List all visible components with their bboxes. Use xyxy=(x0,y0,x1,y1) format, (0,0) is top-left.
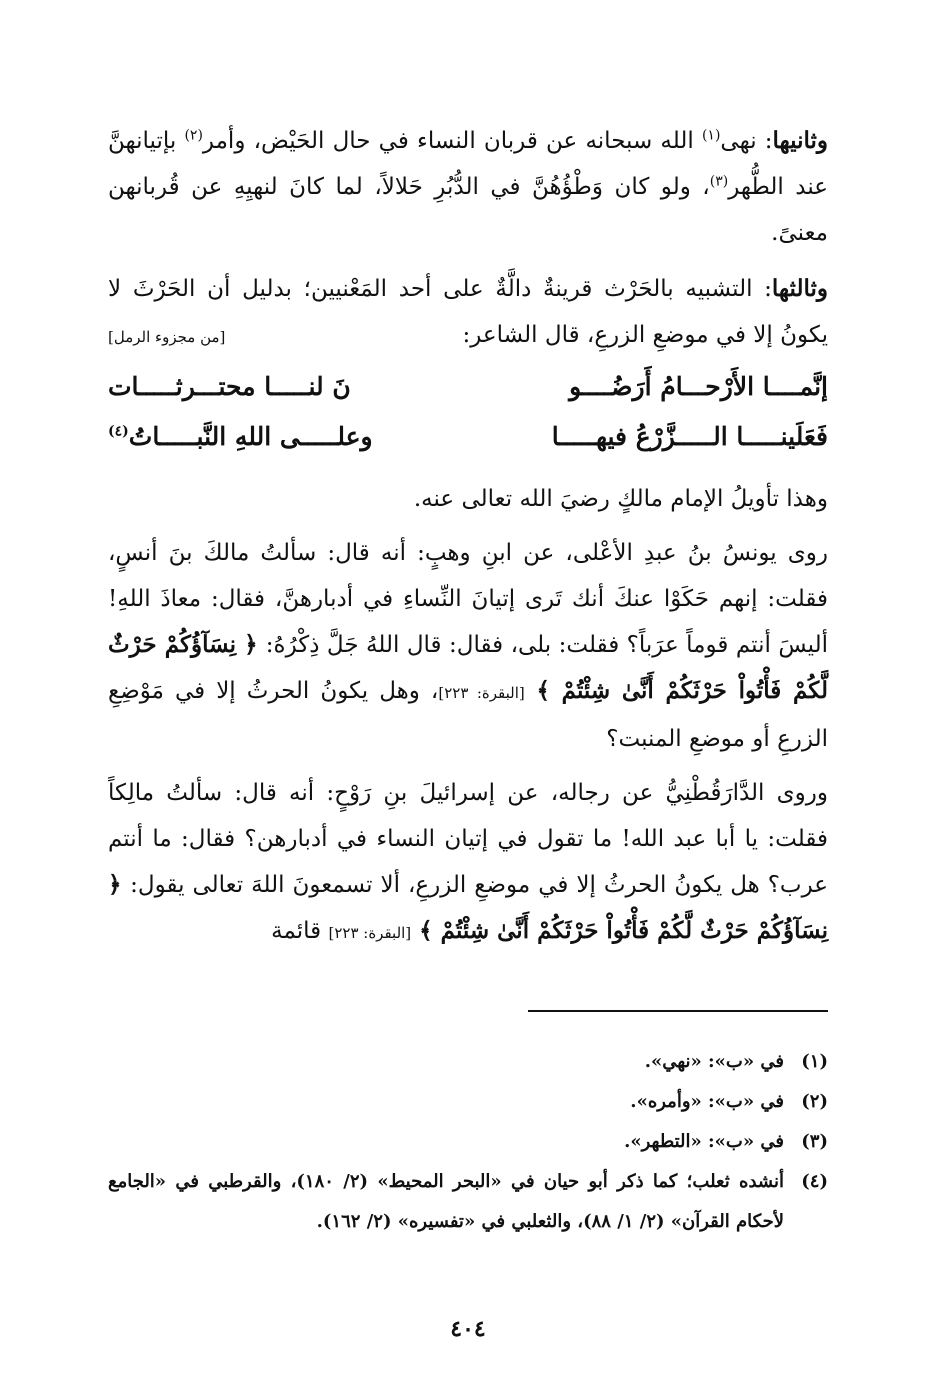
poem-second-hemistich: نَ لنـــــا محتـــرثـــــات xyxy=(108,372,351,401)
footnote-separator xyxy=(528,1010,828,1012)
footnotes xyxy=(108,1042,828,1242)
quran-reference: [البقرة: ٢٢٣] xyxy=(438,684,525,702)
poem-meter-label: [من مجزوء الرمل] xyxy=(108,328,226,346)
page-body xyxy=(108,118,829,1342)
paragraph-yunus-narration xyxy=(108,530,828,762)
page-number: ٤٠٤ xyxy=(450,1316,486,1342)
paragraph-text: بإتيانهنَّ عند الطُّهر xyxy=(108,128,828,200)
paragraph-text: : التشبيه بالحَرْث قرينةٌ دالَّةٌ على أحد المَعْنيين؛ بدليل أن الحَرْثَ لا يكونُ إلا في موضعِ الزرعِ، قال الشاعر: xyxy=(108,276,828,348)
footnote-item xyxy=(108,1082,828,1122)
footnote-marker[interactable]: (٤) xyxy=(108,423,129,440)
paragraph-text: ، وهل يكونُ الحرثُ إلا في مَوْضِعِ الزرعِ أو موضعِ المنبت؟ xyxy=(108,678,828,752)
footnote-marker[interactable]: (٣) xyxy=(709,173,729,190)
paragraph-text: ، ولو كان وَطْؤُهُنَّ في الدُّبُرِ حَلالاً، لما كانَ لنهيِهِ عن قُربانهن معنىً. xyxy=(108,174,828,246)
poem-verses xyxy=(108,362,828,462)
footnote-marker[interactable]: (٢) xyxy=(184,127,203,144)
quran-verse: ﴿ نِسَآؤُكُمْ حَرْثٌ لَّكُمْ فَأْتُواْ حَرْثَكُمْ أَنَّىٰ شِئْتُمْ ﴾ xyxy=(108,871,828,944)
poem-hemistich-text: وعلـــــى اللهِ النَّبـــــاتُ xyxy=(128,422,373,451)
paragraph-lead: وثالثها xyxy=(771,275,828,302)
footnote-number: (١) xyxy=(801,1051,828,1072)
footnote-text: أنشده ثعلب؛ كما ذكر أبو حيان في «البحر المحيط» (٢/ ١٨٠)، والقرطبي في «الجامع لأحكام القرآن» (٢/ ١/ ٨٨)، والثعلبي في «تفسيره» (٢/ ١٦٢). xyxy=(108,1171,784,1232)
footnote-number: (٤) xyxy=(801,1171,828,1192)
poem-first-hemistich: فَعَلَينـــــا الـــــزَّرْعُ فيهـــــا xyxy=(551,422,828,451)
poem-second-hemistich xyxy=(108,412,446,462)
paragraph-text: روى يونسُ بنُ عبدِ الأعْلى، عن ابنِ وهبٍ: أنه قال: سألتُ مالكَ بنَ أنسٍ، فقلت: إنهم حَكَوْا عنكَ أنك تَرى إتيانَ النِّساءِ في أدبارهنَّ، فقال: معاذَ اللهِ! أليسَ أنتم قوماً عرَباً؟ فقلت: بلى، فقال: قال اللهُ جَلَّ ذِكْرُهُ: xyxy=(108,540,828,658)
paragraph-text: الله سبحانه عن قربان النساء في حال الحَيْض، وأمر xyxy=(202,128,702,154)
paragraph-third-point xyxy=(108,266,828,358)
paragraph-lead: وثانيها xyxy=(772,127,828,154)
footnote-number: (٣) xyxy=(801,1131,828,1152)
paragraph-text: وروى الدَّارَقُطْنِيُّ عن رجاله، عن إسرائيلَ بنِ رَوْحٍ: أنه قال: سألتُ مالِكاً فقلت: يا أبا عبد الله! ما تقول في إتيان النساء في أدبارهن؟ فقال: ما أنتم عرب؟ هل يكونُ الحرثُ إلا في موضعِ الزرعِ، ألا تسمعونَ اللهَ تعالى يقول: xyxy=(108,780,829,898)
footnote-marker[interactable]: (١) xyxy=(701,127,721,144)
footnote-text: في «ب»: «نهي». xyxy=(644,1051,784,1072)
footnote-text: في «ب»: «التطهر». xyxy=(624,1131,784,1152)
paragraph-text: : نهى xyxy=(720,128,773,154)
footnote-number: (٢) xyxy=(801,1091,828,1112)
quran-verse: ﴿ نِسَآؤُكُمْ حَرْثٌ لَّكُمْ فَأْتُواْ حَرْثَكُمْ أَنَّىٰ شِئْتُمْ ﴾ xyxy=(108,631,829,704)
poem-line xyxy=(108,362,828,412)
paragraph-text: قائمة xyxy=(271,918,329,944)
quran-reference: [البقرة: ٢٢٣] xyxy=(328,924,412,942)
footnote-item xyxy=(108,1042,828,1082)
poem-first-hemistich: إنَّمــــا الأَرْحـــامُ أَرَضُــــو xyxy=(569,372,828,401)
paragraph-daraqutni-narration xyxy=(108,770,828,956)
footnote-item xyxy=(108,1162,828,1242)
paragraph-second-point xyxy=(108,118,828,256)
paragraph-interpretation: وهذا تأويلُ الإمام مالكٍ رضيَ الله تعالى عنه. xyxy=(413,486,828,512)
poem-line xyxy=(108,412,828,462)
footnote-text: في «ب»: «وأمره». xyxy=(630,1091,784,1112)
footnote-item xyxy=(108,1122,828,1162)
